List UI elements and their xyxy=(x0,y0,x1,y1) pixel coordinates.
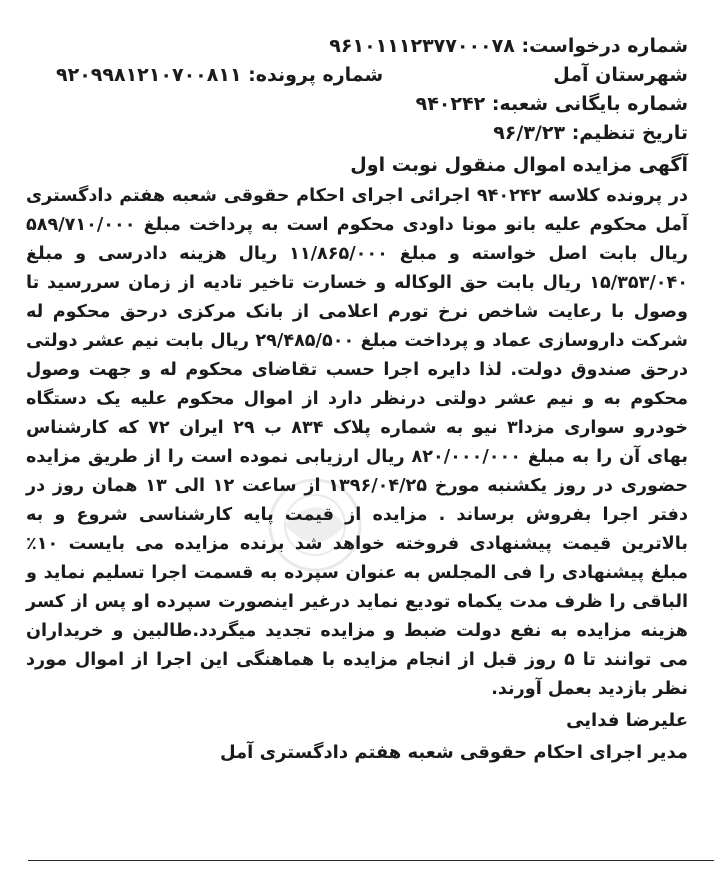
date-label: تاریخ تنظیم: xyxy=(571,122,688,144)
archive-number-value: ۹۴۰۲۴۲ xyxy=(415,93,486,115)
auction-notice xyxy=(26,32,688,768)
bottom-divider xyxy=(28,860,714,861)
signer-name: علیرضا فدایی xyxy=(566,710,688,731)
archive-number-line xyxy=(26,90,688,119)
archive-number-label: شماره بایگانی شعبه: xyxy=(491,93,688,115)
case-number-label: شماره پرونده: xyxy=(248,64,384,86)
request-number-value: ۹۶۱۰۱۱۱۲۳۷۷۰۰۰۷۸ xyxy=(329,35,515,57)
notice-title: آگهی مزایده اموال منقول نوبت اول xyxy=(350,154,688,176)
city-name: شهرستان آمل xyxy=(553,64,688,86)
notice-body: در پرونده کلاسه ۹۴۰۲۴۲ اجرائی اجرای احکام حقوقی شعبه هفتم دادگستری آمل محکوم علیه بانو مونا داودی محکوم است به پرداخت مبلغ ۵۸۹/۷۱۰/۰۰۰ ریال بابت اصل خواسته و مبلغ ۱۱/۸۶۵/۰۰۰ ریال هزینه دادرسی و مبلغ ۱۵/۳۵۳/۰۴۰ ریال بابت حق الوکاله و خسارت تاخیر تادیه از زمان سررسید تا وصول با رعایت شاخص نرخ تورم اعلامی از بانک مرکزی درحق محکوم له شرکت داروسازی عماد و پرداخت مبلغ ۲۹/۴۸۵/۵۰۰ ریال بابت نیم عشر دولتی درحق صندوق دولت. لذا دایره اجرا حسب تقاضای محکوم له و جهت وصول محکوم به و نیم عشر دولتی درنظر دارد از اموال محکوم علیه یک دستگاه خودرو سواری مزدا۳ نیو به شماره پلاک ۸۳۴ ب ۲۹ ایران ۷۲ که کارشناس بهای آن را به مبلغ ۸۲۰/۰۰۰/۰۰۰ ریال ارزیابی نموده است را از طریق مزایده حضوری در روز یکشنبه مورخ ۱۳۹۶/۰۴/۲۵ از ساعت ۱۲ الی ۱۳ همان روز در دفتر اجرا بفروش برساند . مزایده از قیمت پایه کارشناسی شروع و به بالاترین قیمت پیشنهادی فروخته خواهد شد برنده مزایده می بایست ۱۰٪ مبلغ پیشنهادی را فی المجلس به عنوان سپرده به قسمت اجرا تسلیم نماید و الباقی را ظرف مدت یکماه تودیع نماید درغیر اینصورت سپرده او پس از کسر هزینه مزایده به نفع دولت ضبط و مزایده تجدید میگردد.طالبین و خریداران می توانند تا ۵ روز قبل از انجام مزایده با هماهنگی این اجرا از اموال مورد نظر بازدید بعمل آورند. xyxy=(26,186,689,699)
date-value: ۹۶/۳/۲۳ xyxy=(493,122,566,144)
case-number-value: ۹۲۰۹۹۸۱۲۱۰۷۰۰۸۱۱ xyxy=(56,64,242,86)
request-number-line xyxy=(26,32,688,61)
city-case-line xyxy=(26,61,688,90)
signer-title: مدیر اجرای احکام حقوقی شعبه هفتم دادگستری آمل xyxy=(219,742,688,763)
date-line xyxy=(26,119,688,148)
request-number-label: شماره درخواست: xyxy=(521,35,688,57)
